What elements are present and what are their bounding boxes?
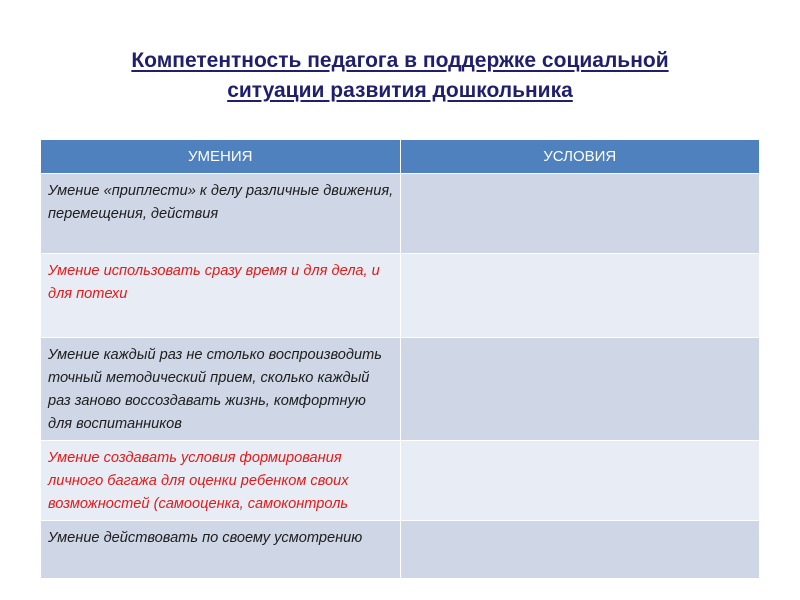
table-row	[41, 338, 760, 441]
table-row	[41, 441, 760, 521]
condition-cell	[400, 338, 760, 441]
table-row	[41, 174, 760, 254]
table-header-row	[41, 140, 760, 174]
skills-conditions-table	[40, 139, 760, 579]
skill-cell: Умение использовать сразу время и для дела, и для потехи	[41, 254, 401, 338]
condition-cell	[400, 521, 760, 579]
condition-cell	[400, 174, 760, 254]
page-title	[30, 46, 770, 106]
condition-cell	[400, 254, 760, 338]
page-title-line-1: Компетентность педагога в поддержке социальной	[131, 49, 669, 72]
page-title-line-2: ситуации развития дошкольника	[227, 79, 573, 102]
table-row	[41, 521, 760, 579]
column-header-conditions: УСЛОВИЯ	[400, 140, 760, 174]
condition-cell	[400, 441, 760, 521]
skill-cell: Умение каждый раз не столько воспроизводить точный методический прием, сколько каждый раз заново воссоздавать жизнь, комфортную для воспитанников	[41, 338, 401, 441]
column-header-skills: УМЕНИЯ	[41, 140, 401, 174]
skill-cell: Умение «приплести» к делу различные движения, перемещения, действия	[41, 174, 401, 254]
skill-cell: Умение создавать условия формирования личного багажа для оценки ребенком своих возможностей (самооценка, самоконтроль	[41, 441, 401, 521]
skill-cell: Умение действовать по своему усмотрению	[41, 521, 401, 579]
table-row	[41, 254, 760, 338]
